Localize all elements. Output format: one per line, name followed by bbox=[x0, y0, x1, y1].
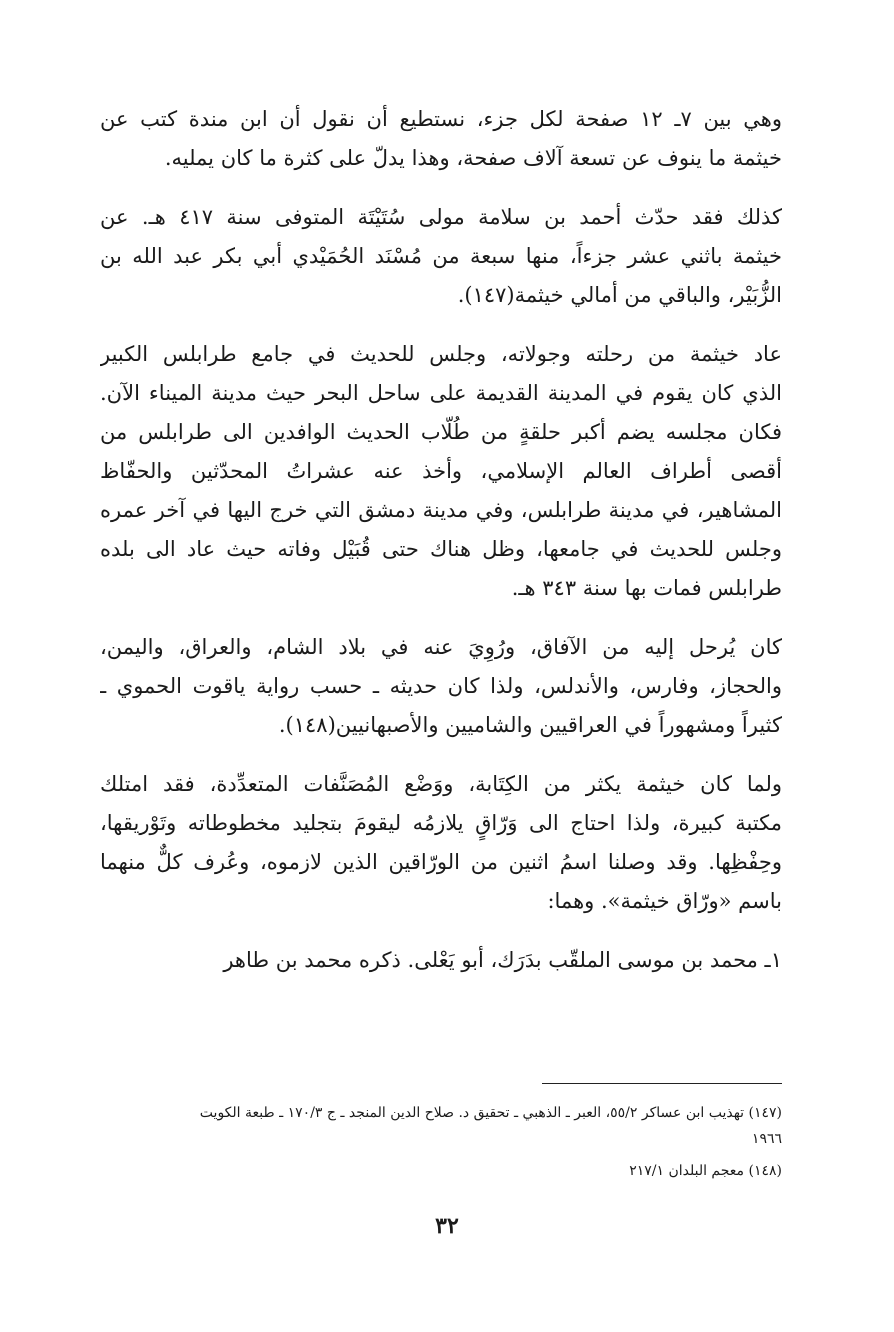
text-line: والحجاز، وفارس، والأندلس، ولذا كان حديثه ـ حسب رواية ياقوت الحموي ـ bbox=[100, 674, 782, 698]
text-line: الذي كان يقوم في المدينة القديمة على ساحل البحر حيث مدينة الميناء الآن. bbox=[100, 381, 782, 405]
text-line: مكتبة كبيرة، ولذا احتاج الى وَرّاقٍ يلازمُه ليقومَ بتجليد مخطوطاته وتَوْريقها، bbox=[100, 811, 782, 835]
footnote bbox=[100, 1158, 782, 1184]
footnote-line: (١٤٨) معجم البلدان ٢١٧/١ bbox=[629, 1163, 782, 1179]
paragraph bbox=[100, 765, 782, 921]
text-line: المشاهير، في مدينة طرابلس، وفي مدينة دمشق التي خرج اليها في آخر عمره bbox=[100, 498, 782, 522]
body-text bbox=[100, 100, 782, 1000]
text-line: وجلس للحديث في جامعها، وظل هناك حتى قُبَيْل وفاته حيث عاد الى بلده bbox=[100, 537, 782, 561]
text-line: ولما كان خيثمة يكثر من الكِتَابة، ووَضْع المُصَنَّفات المتعدِّدة، فقد امتلك bbox=[100, 772, 782, 796]
text-line: كان يُرحل إليه من الآفاق، ورُوِيَ عنه في بلاد الشام، والعراق، واليمن، bbox=[100, 635, 782, 659]
paragraph bbox=[100, 100, 782, 178]
text-line: كثيراً ومشهوراً في العراقيين والشاميين والأصبهانيين(١٤٨). bbox=[278, 713, 782, 737]
footnote-line: (١٤٧) تهذيب ابن عساكر ٥٥/٢، العبر ـ الذهبي ـ تحقيق د. صلاح الدين المنجد ـ ج ١٧٠/٣ ـ طبعة الكويت bbox=[199, 1105, 782, 1121]
paragraph bbox=[100, 335, 782, 608]
footnote-line: ١٩٦٦ bbox=[751, 1131, 782, 1147]
text-line: وهي بين ٧ـ ١٢ صفحة لكل جزء، نستطيع أن نقول أن ابن مندة كتب عن bbox=[100, 107, 782, 131]
paragraph bbox=[100, 628, 782, 745]
text-line: باسم «ورّاق خيثمة». وهما: bbox=[547, 889, 782, 913]
page-number: ٣٢ bbox=[435, 1213, 459, 1239]
text-line: الزُّبَيْر، والباقي من أمالي خيثمة(١٤٧). bbox=[457, 283, 782, 307]
text-line: أقصى أطراف العالم الإسلامي، وأخذ عنه عشراتُ المحدّثين والحفّاظ bbox=[100, 459, 782, 483]
text-line: فكان مجلسه يضم أكبر حلقةٍ من طُلّاب الحديث الوافدين الى طرابلس من bbox=[100, 420, 782, 444]
footnotes bbox=[100, 1100, 782, 1190]
text-line: خيثمة باثني عشر جزءاً، منها سبعة من مُسْنَد الحُمَيْدي أبي بكر عبد الله بن bbox=[100, 244, 782, 268]
text-line: خيثمة ما ينوف عن تسعة آلاف صفحة، وهذا يدلّ على كثرة ما كان يمليه. bbox=[164, 146, 782, 170]
paragraph bbox=[100, 941, 782, 980]
text-line: طرابلس فمات بها سنة ٣٤٣ هـ. bbox=[511, 576, 782, 600]
text-line: ١ـ محمد بن موسى الملقّب بدَرَك، أبو يَعْلى. ذكره محمد بن طاهر bbox=[223, 948, 782, 972]
footnote-separator bbox=[542, 1083, 782, 1084]
paragraph bbox=[100, 198, 782, 315]
text-line: كذلك فقد حدّث أحمد بن سلامة مولى سُتَيْتَة المتوفى سنة ٤١٧ هـ. عن bbox=[100, 205, 782, 229]
text-line: عاد خيثمة من رحلته وجولاته، وجلس للحديث في جامع طرابلس الكبير bbox=[100, 342, 782, 366]
text-line: وحِفْظِها. وقد وصلنا اسمُ اثنين من الورّاقين الذين لازموه، وعُرف كلٌّ منهما bbox=[100, 850, 782, 874]
footnote bbox=[100, 1100, 782, 1152]
